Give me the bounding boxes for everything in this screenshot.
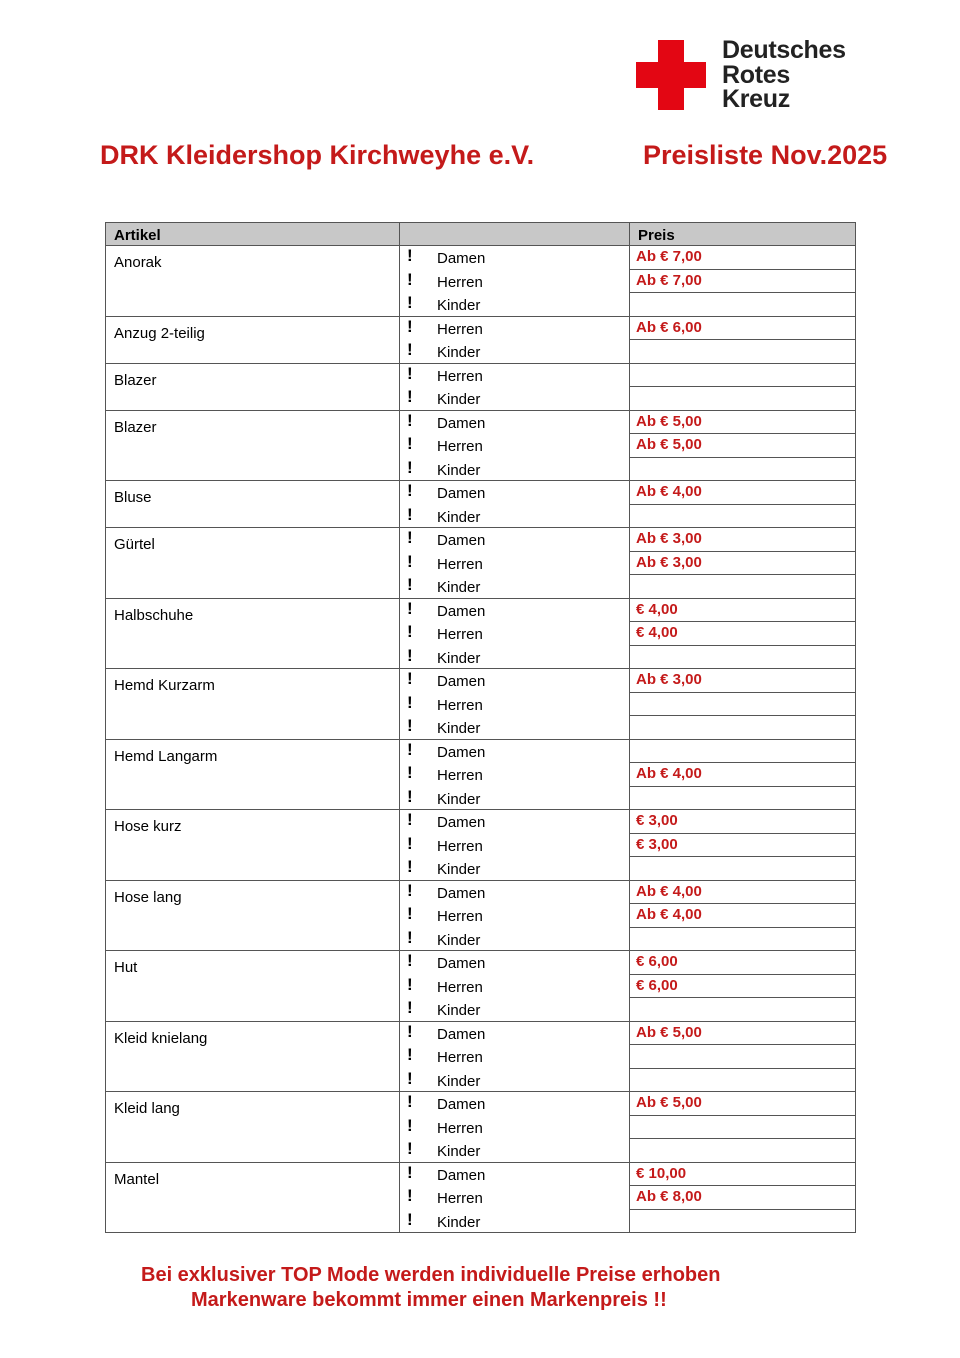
table-row (105, 599, 856, 670)
price-value: Ab € 5,00 (636, 1023, 702, 1041)
price-cell (630, 928, 856, 952)
category-cell (400, 857, 629, 881)
price-cell (630, 317, 856, 341)
price-cell (630, 975, 856, 999)
table-row (105, 528, 856, 599)
category-label: Herren (437, 908, 483, 925)
price-cell (630, 669, 856, 693)
price-cell (630, 857, 856, 881)
price-value: Ab € 4,00 (636, 483, 702, 500)
price-cell (630, 270, 856, 294)
article-name: Bluse (114, 489, 152, 506)
exclamation-icon: ! (407, 1021, 413, 1041)
category-cell (400, 458, 629, 482)
price-value: € 10,00 (636, 1164, 687, 1182)
price-value: Ab € 5,00 (636, 412, 702, 430)
table-row (105, 951, 856, 1022)
category-label: Herren (437, 837, 483, 855)
price-cell (630, 340, 856, 364)
exclamation-icon: ! (407, 622, 413, 641)
price-cell (630, 1163, 856, 1187)
article-name: Kleid lang (114, 1100, 180, 1117)
category-cell (400, 1045, 629, 1069)
table-row (105, 881, 856, 952)
price-cell (630, 881, 856, 905)
exclamation-icon: ! (407, 974, 413, 994)
price-value: € 3,00 (636, 812, 678, 829)
category-label: Kinder (437, 1072, 481, 1090)
category-cell (400, 599, 629, 623)
footer-note-1: Bei exklusiver TOP Mode werden individuelle Preise erhoben (141, 1264, 721, 1286)
price-value: € 4,00 (636, 624, 678, 641)
category-cell (400, 881, 629, 905)
category-label: Damen (437, 602, 486, 620)
exclamation-icon: ! (407, 692, 413, 712)
exclamation-icon: ! (407, 293, 413, 312)
exclamation-icon: ! (407, 1186, 413, 1205)
price-cell (630, 693, 856, 717)
price-cell (630, 293, 856, 317)
price-cell (630, 622, 856, 646)
price-cell (630, 834, 856, 858)
price-value: Ab € 6,00 (636, 318, 702, 336)
price-cell (630, 904, 856, 928)
price-table (105, 222, 856, 1233)
price-cell (630, 575, 856, 599)
price-value: Ab € 3,00 (636, 530, 702, 547)
price-value: Ab € 4,00 (636, 765, 702, 782)
exclamation-icon: ! (407, 504, 413, 524)
exclamation-icon: ! (407, 716, 413, 735)
exclamation-icon: ! (407, 763, 413, 782)
exclamation-icon: ! (407, 1162, 413, 1182)
table-row (105, 411, 856, 482)
category-cell (400, 528, 629, 552)
price-value: Ab € 8,00 (636, 1188, 702, 1205)
category-cell (400, 1092, 629, 1116)
price-cell (630, 763, 856, 787)
exclamation-icon: ! (407, 363, 413, 383)
category-cell (400, 646, 629, 670)
category-label: Damen (437, 414, 486, 432)
table-row (105, 810, 856, 881)
category-label: Kinder (437, 1002, 481, 1019)
price-cell (630, 646, 856, 670)
category-cell (400, 364, 629, 388)
category-cell (400, 693, 629, 717)
price-cell (630, 458, 856, 482)
category-label: Damen (437, 532, 486, 549)
price-value: Ab € 7,00 (636, 248, 702, 265)
category-label: Damen (437, 1166, 486, 1184)
category-cell (400, 716, 629, 740)
exclamation-icon: ! (407, 1115, 413, 1135)
table-row (105, 740, 856, 811)
price-cell (630, 552, 856, 576)
price-cell (630, 505, 856, 529)
table-row (105, 317, 856, 364)
exclamation-icon: ! (407, 528, 413, 547)
category-cell (400, 951, 629, 975)
category-label: Kinder (437, 461, 481, 479)
exclamation-icon: ! (407, 810, 413, 829)
category-label: Kinder (437, 931, 481, 949)
exclamation-icon: ! (407, 457, 413, 477)
category-cell (400, 1069, 629, 1093)
table-row (105, 1092, 856, 1163)
price-cell (630, 528, 856, 552)
header-article: Artikel (114, 227, 161, 244)
article-name: Anzug 2-teilig (114, 324, 205, 342)
category-label: Herren (437, 1119, 483, 1137)
footer-note-2: Markenware bekommt immer einen Markenpreis !! (191, 1289, 667, 1311)
exclamation-icon: ! (407, 904, 413, 923)
exclamation-icon: ! (407, 669, 413, 688)
price-cell (630, 411, 856, 435)
price-cell (630, 599, 856, 623)
exclamation-icon: ! (407, 598, 413, 618)
red-cross-icon (636, 40, 706, 110)
price-value: € 6,00 (636, 953, 678, 970)
exclamation-icon: ! (407, 551, 413, 571)
category-label: Herren (437, 273, 483, 291)
price-cell (630, 364, 856, 388)
category-label: Herren (437, 555, 483, 573)
price-cell (630, 787, 856, 811)
category-label: Kinder (437, 508, 481, 526)
exclamation-icon: ! (407, 998, 413, 1017)
price-cell (630, 1116, 856, 1140)
category-label: Herren (437, 767, 483, 784)
price-cell (630, 1045, 856, 1069)
article-name: Blazer (114, 371, 157, 389)
category-label: Damen (437, 743, 486, 761)
price-cell (630, 1210, 856, 1234)
price-value: Ab € 5,00 (636, 436, 702, 453)
price-cell (630, 1092, 856, 1116)
exclamation-icon: ! (407, 951, 413, 970)
category-cell (400, 669, 629, 693)
price-value: Ab € 5,00 (636, 1094, 702, 1111)
category-label: Damen (437, 673, 486, 690)
price-cell (630, 246, 856, 270)
category-cell (400, 787, 629, 811)
table-row (105, 1163, 856, 1234)
table-row (105, 481, 856, 528)
price-cell (630, 434, 856, 458)
price-cell (630, 998, 856, 1022)
category-cell (400, 622, 629, 646)
price-cell (630, 1022, 856, 1046)
exclamation-icon: ! (407, 340, 413, 359)
category-cell (400, 1116, 629, 1140)
category-cell (400, 834, 629, 858)
price-cell (630, 1069, 856, 1093)
exclamation-icon: ! (407, 575, 413, 594)
exclamation-icon: ! (407, 269, 413, 289)
exclamation-icon: ! (407, 1045, 413, 1064)
table-row (105, 1022, 856, 1093)
table-row (105, 246, 856, 317)
drk-logo (636, 36, 866, 113)
exclamation-icon: ! (407, 880, 413, 900)
category-cell (400, 246, 629, 270)
category-cell (400, 411, 629, 435)
category-cell (400, 387, 629, 411)
category-label: Damen (437, 1096, 486, 1113)
category-label: Kinder (437, 391, 481, 408)
logo-wordmark (722, 38, 846, 112)
article-name: Hut (114, 959, 138, 976)
category-cell (400, 293, 629, 317)
category-label: Herren (437, 320, 483, 338)
exclamation-icon: ! (407, 645, 413, 665)
exclamation-icon: ! (407, 1092, 413, 1111)
price-value: Ab € 3,00 (636, 671, 702, 688)
category-label: Damen (437, 814, 486, 831)
article-name: Hose lang (114, 888, 182, 906)
article-name: Blazer (114, 418, 157, 436)
category-cell (400, 505, 629, 529)
category-cell (400, 317, 629, 341)
category-cell (400, 1022, 629, 1046)
category-label: Kinder (437, 790, 481, 808)
category-cell (400, 270, 629, 294)
exclamation-icon: ! (407, 833, 413, 853)
category-cell (400, 904, 629, 928)
price-cell (630, 1186, 856, 1210)
exclamation-icon: ! (407, 387, 413, 406)
category-label: Kinder (437, 649, 481, 667)
category-label: Damen (437, 884, 486, 902)
category-cell (400, 928, 629, 952)
logo-line-1: Deutsches (722, 36, 846, 64)
price-value: € 6,00 (636, 976, 678, 994)
exclamation-icon: ! (407, 1068, 413, 1088)
price-value: Ab € 4,00 (636, 882, 702, 900)
price-cell (630, 810, 856, 834)
category-label: Kinder (437, 861, 481, 878)
category-cell (400, 1139, 629, 1163)
table-row (105, 364, 856, 411)
category-label: Herren (437, 1190, 483, 1207)
category-cell (400, 740, 629, 764)
category-label: Herren (437, 978, 483, 996)
category-cell (400, 552, 629, 576)
category-label: Herren (437, 626, 483, 643)
category-label: Kinder (437, 344, 481, 361)
category-cell (400, 434, 629, 458)
article-name: Kleid knielang (114, 1029, 208, 1047)
category-cell (400, 481, 629, 505)
exclamation-icon: ! (407, 1209, 413, 1229)
exclamation-icon: ! (407, 927, 413, 947)
category-cell (400, 1210, 629, 1234)
category-cell (400, 998, 629, 1022)
category-cell (400, 763, 629, 787)
article-name: Hose kurz (114, 818, 182, 835)
exclamation-icon: ! (407, 316, 413, 336)
category-label: Kinder (437, 1143, 481, 1160)
category-label: Kinder (437, 579, 481, 596)
category-label: Herren (437, 367, 483, 385)
price-cell (630, 481, 856, 505)
category-cell (400, 1186, 629, 1210)
category-label: Damen (437, 485, 486, 502)
exclamation-icon: ! (407, 1139, 413, 1158)
exclamation-icon: ! (407, 786, 413, 806)
article-name: Hemd Langarm (114, 747, 218, 765)
price-list-title: Preisliste Nov.2025 (643, 140, 888, 170)
shop-title: DRK Kleidershop Kirchweyhe e.V. (100, 140, 535, 170)
logo-line-2: Rotes (722, 60, 790, 89)
table-row (105, 669, 856, 740)
article-name: Hemd Kurzarm (114, 677, 215, 694)
exclamation-icon: ! (407, 739, 413, 759)
price-cell (630, 387, 856, 411)
price-value: Ab € 4,00 (636, 906, 702, 923)
price-value: € 3,00 (636, 835, 678, 853)
category-label: Damen (437, 1025, 486, 1043)
category-label: Damen (437, 250, 486, 267)
category-cell (400, 340, 629, 364)
header-price: Preis (638, 227, 675, 244)
article-name: Halbschuhe (114, 606, 194, 624)
category-cell (400, 975, 629, 999)
table-header (105, 222, 856, 246)
price-cell (630, 951, 856, 975)
article-name: Anorak (114, 254, 162, 271)
category-cell (400, 1163, 629, 1187)
category-cell (400, 575, 629, 599)
article-name: Mantel (114, 1170, 160, 1188)
price-value: Ab € 3,00 (636, 553, 702, 571)
category-label: Herren (437, 1049, 483, 1066)
category-label: Kinder (437, 720, 481, 737)
price-cell (630, 1139, 856, 1163)
price-cell (630, 716, 856, 740)
price-value: € 4,00 (636, 600, 678, 618)
category-cell (400, 810, 629, 834)
exclamation-icon: ! (407, 410, 413, 430)
category-label: Kinder (437, 297, 481, 314)
exclamation-icon: ! (407, 246, 413, 265)
exclamation-icon: ! (407, 857, 413, 876)
exclamation-icon: ! (407, 434, 413, 453)
logo-line-3: Kreuz (722, 85, 790, 113)
category-label: Herren (437, 696, 483, 714)
price-cell (630, 740, 856, 764)
category-label: Kinder (437, 1213, 481, 1231)
table-body (105, 246, 856, 1233)
category-label: Herren (437, 438, 483, 455)
article-name: Gürtel (114, 536, 155, 553)
category-label: Damen (437, 955, 486, 972)
exclamation-icon: ! (407, 481, 413, 500)
price-value: Ab € 7,00 (636, 271, 702, 289)
